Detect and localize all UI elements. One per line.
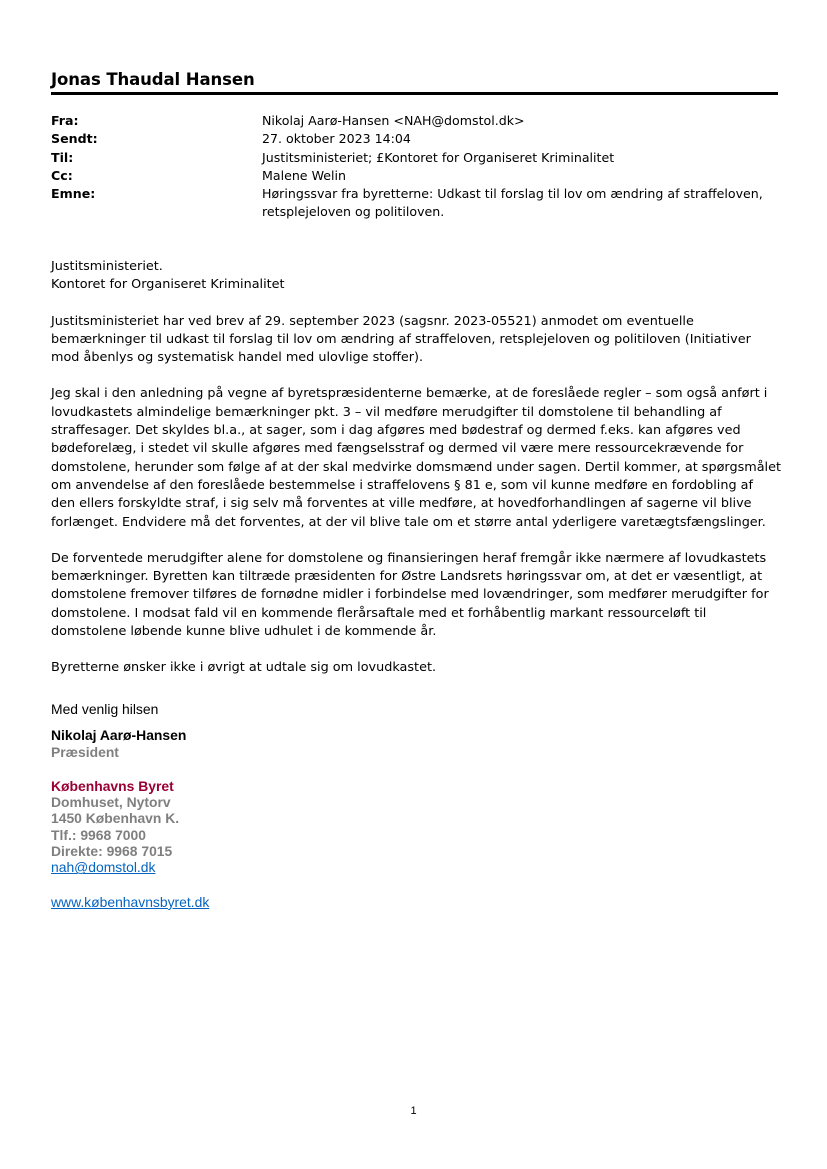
closing: Med venlig hilsen: [51, 701, 159, 717]
signer-name: Nikolaj Aarø-Hansen: [51, 727, 187, 744]
phone-number: Tlf.: 9968 7000: [51, 826, 146, 843]
recipient-line: Kontoret for Organiseret Kriminalitet: [51, 277, 285, 293]
header-label: Fra:: [51, 113, 79, 128]
header-label: Til:: [51, 149, 74, 165]
website-link[interactable]: www.københavnsbyret.dk: [51, 893, 210, 910]
header-row-to: [51, 149, 781, 167]
organization-name: Københavns Byret: [51, 777, 174, 794]
header-row-sent: [51, 130, 781, 148]
address-line: 1450 København K.: [51, 810, 180, 827]
document-author: Jonas Thaudal Hansen: [51, 70, 255, 89]
header-row-from: [51, 112, 781, 130]
header-label: Cc:: [51, 167, 73, 183]
body-paragraph: De forventede merudgifter alene for domstolene og finansieringen heraf fremgår ikke nærmere af lovudkastets bemærkninger. Byretten kan tiltræde præsidenten for Østre Landsrets høringssvar om, at det er væsentligt, at domstolene fremover tilføres de fornødne midler i forbindelse med lovændringer, som medfører merudgifter for domstolene. I modsat fald vil en kommende flerårsaftale med et forhåbentlig markant ressourceløft til domstolene løbende kunne blive udhulet i de kommende år.: [51, 550, 769, 640]
header-value-cc: Malene Welin: [262, 167, 347, 183]
body-paragraph: Jeg skal i den anledning på vegne af byretspræsidenterne bemærke, at de foreslåede regler – som også anført i lovudkastets almindelige bemærkninger pkt. 3 – vil medføre merudgifter til domstolene til behandling af straffesager. Det skyldes bl.a., at sager, som i dag afgøres med bødestraf og dermed f.eks. kan afgøres ved bødeforelæg, i stedet vil skulle afgøres med fængselsstraf og dermed vil være mere ressourcekrævende for domstolene, herunder som følge af at der skal medvirke domsmænd under sagen. Dertil kommer, at spørgsmålet om anvendelse af den foreslåede bestemmelse i straffelovens § 81 e, som vil kunne medføre en fordobling af den ellers forskyldte straf, i sig selv må forventes at ville medføre, at hovedforhandlingen af sagerne vil blive forlænget. Endvidere må det forventes, at der vil blive tale om et større antal yderligere varetægtsfængslinger.: [51, 386, 781, 530]
email-signature: [51, 701, 209, 910]
recipient-line: Justitsministeriet.: [51, 259, 163, 274]
header-rule: [51, 92, 778, 95]
header-row-subject: [51, 185, 781, 222]
header-label: Emne:: [51, 186, 96, 202]
address-line: Domhuset, Nytorv: [51, 794, 171, 811]
page-number: 1: [410, 1105, 417, 1117]
letter-body: [51, 258, 781, 678]
email-link[interactable]: nah@domstol.dk: [51, 859, 156, 876]
header-value-sent: 27. oktober 2023 14:04: [262, 131, 411, 147]
email-header: [51, 112, 781, 222]
header-label: Sendt:: [51, 131, 98, 147]
header-row-cc: [51, 167, 781, 185]
header-value-subject: Høringssvar fra byretterne: Udkast til forslag til lov om ændring af straffeloven, retsplejeloven og politiloven.: [262, 186, 763, 220]
body-paragraph: Justitsministeriet har ved brev af 29. september 2023 (sagsnr. 2023-05521) anmodet om eventuelle bemærkninger til udkast til forslag til lov om ændring af straffeloven, retsplejeloven og politiloven (Initiativer mod åbenlys og systematisk handel med ulovlige stoffer).: [51, 313, 751, 366]
signer-title: Præsident: [51, 743, 119, 760]
direct-number: Direkte: 9968 7015: [51, 843, 173, 860]
body-paragraph: Byretterne ønsker ikke i øvrigt at udtale sig om lovudkastet.: [51, 660, 437, 676]
header-value-to: Justitsministeriet; £Kontoret for Organiseret Kriminalitet: [262, 149, 615, 165]
header-value-from: Nikolaj Aarø-Hansen <NAH@domstol.dk>: [262, 113, 525, 128]
